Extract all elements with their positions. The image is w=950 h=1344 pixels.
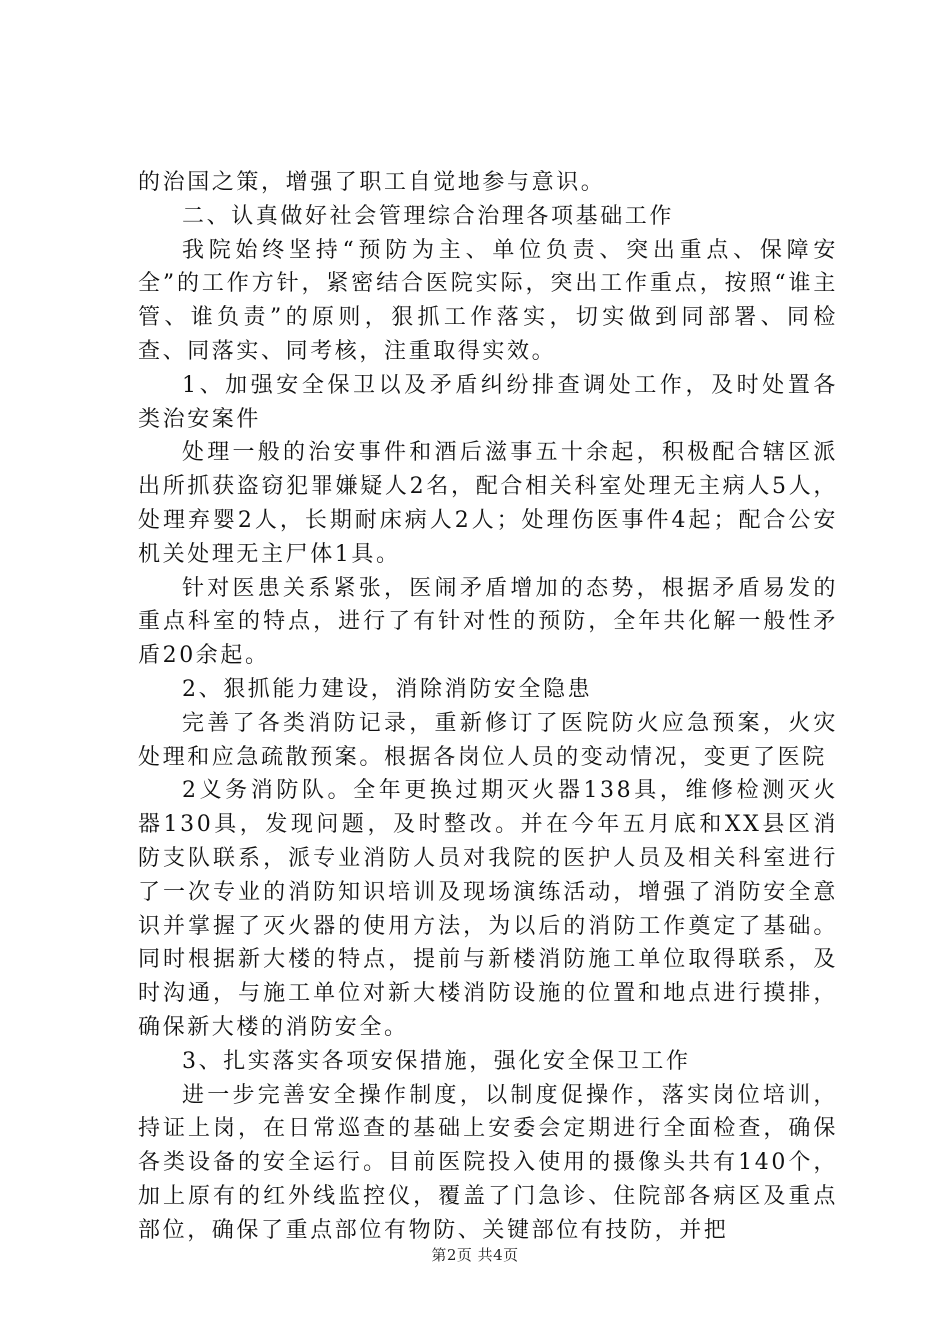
paragraph-security: 进一步完善安全操作制度，以制度促操作，落实岗位培训，持证上岗，在日常巡查的基础上安委会定期进行全面检查，确保各类设备的安全运行。目前医院投入使用的摄像头共有140个，加上原有的红外线监控仪，覆盖了门急诊、住院部各病区及重点部位，确保了重点部位有物防、关键部位有技防，并把 xyxy=(138,1082,838,1243)
section-heading-2: 二、认真做好社会管理综合治理各项基础工作 xyxy=(182,203,675,229)
subheading-3: 3、扎实落实各项安保措施，强化安全保卫工作 xyxy=(182,1048,691,1074)
document-body xyxy=(138,166,838,1248)
page-footer: 第2页 共4页 xyxy=(431,1246,519,1264)
paragraph-1: 的治国之策，增强了职工自觉地参与意识。 xyxy=(138,170,606,195)
paragraph-incidents: 处理一般的治安事件和酒后滋事五十余起，积极配合辖区派出所抓获盗窃犯罪嫌疑人2名，配合相关科室处理无主病人5人，处理弃婴2人，长期耐床病人2人；处理伤医事件4起；配合公安机关处理无主尸体1具。 xyxy=(138,440,838,567)
subheading-2: 2、狠抓能力建设，消除消防安全隐患 xyxy=(182,676,593,702)
paragraph-fire-team: 2义务消防队。全年更换过期灭火器138具，维修检测灭火器130具，发现问题，及时整改。并在今年五月底和XX县区消防支队联系，派专业消防人员对我院的医护人员及相关科室进行了一次专业的消防知识培训及现场演练活动，增强了消防安全意识并掌握了灭火器的使用方法，为以后的消防工作奠定了基础。同时根据新大楼的特点，提前与新楼消防施工单位取得联系，及时沟通，与施工单位对新大楼消防设施的位置和地点进行摸排，确保新大楼的消防安全。 xyxy=(138,778,838,1040)
paragraph-conflicts: 针对医患关系紧张，医闹矛盾增加的态势，根据矛盾易发的重点科室的特点，进行了有针对性的预防，全年共化解一般性矛盾20余起。 xyxy=(138,575,838,669)
paragraph-policy: 我院始终坚持“预防为主、单位负责、突出重点、保障安全”的工作方针，紧密结合医院实际，突出工作重点，按照“谁主管、谁负责”的原则，狠抓工作落实，切实做到同部署、同检查、同落实、同考核，注重取得实效。 xyxy=(138,237,838,364)
paragraph-fire-records: 完善了各类消防记录，重新修订了医院防火应急预案，火灾处理和应急疏散预案。根据各岗位人员的变动情况，变更了医院 xyxy=(138,710,838,770)
subheading-1: 1、加强安全保卫以及矛盾纠纷排查调处工作，及时处置各类治安案件 xyxy=(138,372,838,432)
